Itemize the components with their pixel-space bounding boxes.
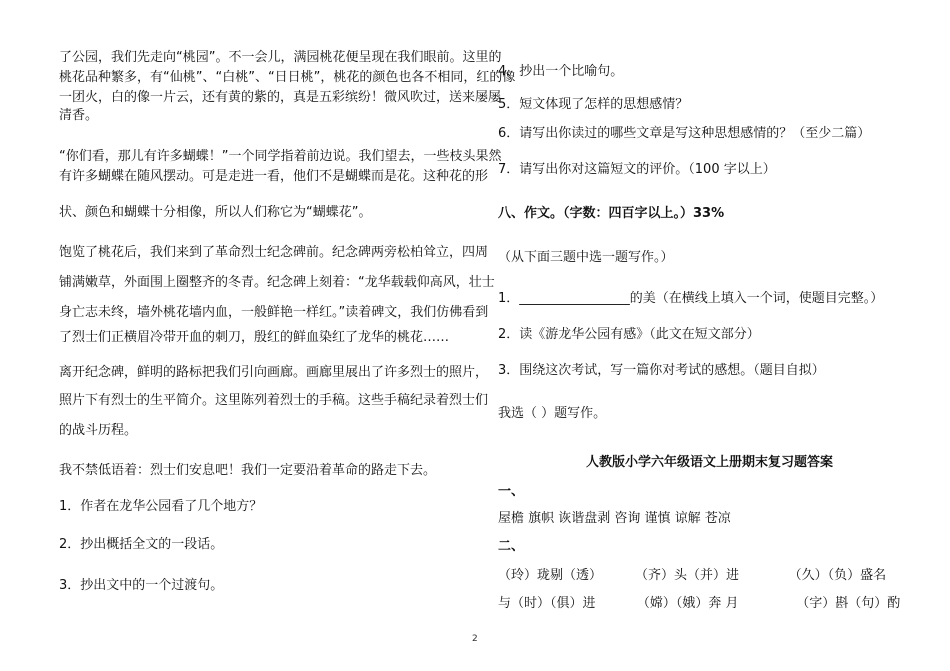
passage-line: 了公园，我们先走向“桃园”。不一会儿，满园桃花便呈现在我们眼前。这里的	[59, 50, 502, 65]
passage-line: 铺满嫩草，外面围上圈整齐的冬青。纪念碑上刻着：“龙华载载仰高风，壮士	[59, 275, 495, 290]
section-label: 一、	[498, 484, 525, 499]
passage-line: 饱览了桃花后，我们来到了革命烈士纪念碑前。纪念碑两旁松柏耸立，四周	[59, 245, 489, 260]
answer-line: 屋檐 旗帜 诙谐盘剥 咨询 谨慎 谅解 苍凉	[498, 511, 731, 526]
passage-line: “你们看，那儿有许多蝴蝶！”一个同学指着前边说。我们望去，一些枝头果然	[59, 149, 502, 164]
question-item: 1．作者在龙华公园看了几个地方？	[59, 499, 263, 514]
passage-line: 有许多蝴蝶在随风摆动。可是走进一看，他们不是蝴蝶而是花。这种花的形	[59, 169, 489, 184]
essay-heading: 八、作文。（字数：四百字以上。）33%	[498, 206, 725, 221]
answer-line: （玲）珑剔（透） （齐）头（并）进 （久）（负）盛名	[498, 568, 887, 583]
essay-choice-line: 我选（ ）题写作。	[498, 406, 607, 421]
passage-line: 离开纪念碑，鲜明的路标把我们引向画廊。画廊里展出了许多烈士的照片，	[59, 365, 489, 380]
answer-line: 与（时）（俱）进 （嫦）（娥）奔 月 （字）斟（句）酌	[498, 596, 901, 611]
question-item: 3．抄出文中的一个过渡句。	[59, 578, 224, 593]
question-item: 2．抄出概括全文的一段话。	[59, 537, 224, 552]
page-number: 2	[472, 634, 478, 644]
passage-line: 一团火，白的像一片云，还有黄的紫的，真是五彩缤纷！微风吹过，送来屡屡	[59, 90, 502, 105]
section-label: 二、	[498, 539, 525, 554]
essay-option: 1．_________________的美（在横线上填入一个词，使题目完整。）	[498, 291, 884, 306]
passage-line: 我不禁低语着：烈士们安息吧！我们一定要沿着革命的路走下去。	[59, 463, 437, 478]
passage-line: 了烈士们正横眉冷带开血的刺刀，殷红的鲜血染红了龙华的桃花……	[59, 330, 450, 345]
question-item: 5．短文体现了怎样的思想感情？	[498, 97, 689, 112]
passage-line: 桃花品种繁多，有“仙桃”、“白桃”、“日日桃”，桃花的颜色也各不相同，红的像	[59, 70, 516, 85]
essay-option: 2．读《游龙华公园有感》（此文在短文部分）	[498, 327, 760, 342]
answer-title: 人教版小学六年级语文上册期末复习题答案	[586, 455, 834, 470]
question-item: 4．抄出一个比喻句。	[498, 64, 624, 79]
question-item: 7．请写出你对这篇短文的评价。（100 字以上）	[498, 162, 776, 177]
passage-line: 身亡志未终，墙外桃花墙内血，一般鲜艳一样红。”读着碑文，我们仿佛看到	[59, 305, 489, 320]
essay-instruction: （从下面三题中选一题写作。）	[498, 250, 674, 265]
essay-option: 3．围绕这次考试，写一篇你对考试的感想。（题目自拟）	[498, 363, 825, 378]
passage-line: 的战斗历程。	[59, 423, 138, 438]
question-item: 6．请写出你读过的哪些文章是写这种思想感情的？（至少二篇）	[498, 126, 871, 141]
passage-line: 状、颜色和蝴蝶十分相像，所以人们称它为“蝴蝶花”。	[59, 205, 372, 220]
passage-line: 清香。	[59, 108, 99, 123]
passage-line: 照片下有烈士的生平简介。这里陈列着烈士的手稿。这些手稿纪录着烈士们	[59, 393, 489, 408]
